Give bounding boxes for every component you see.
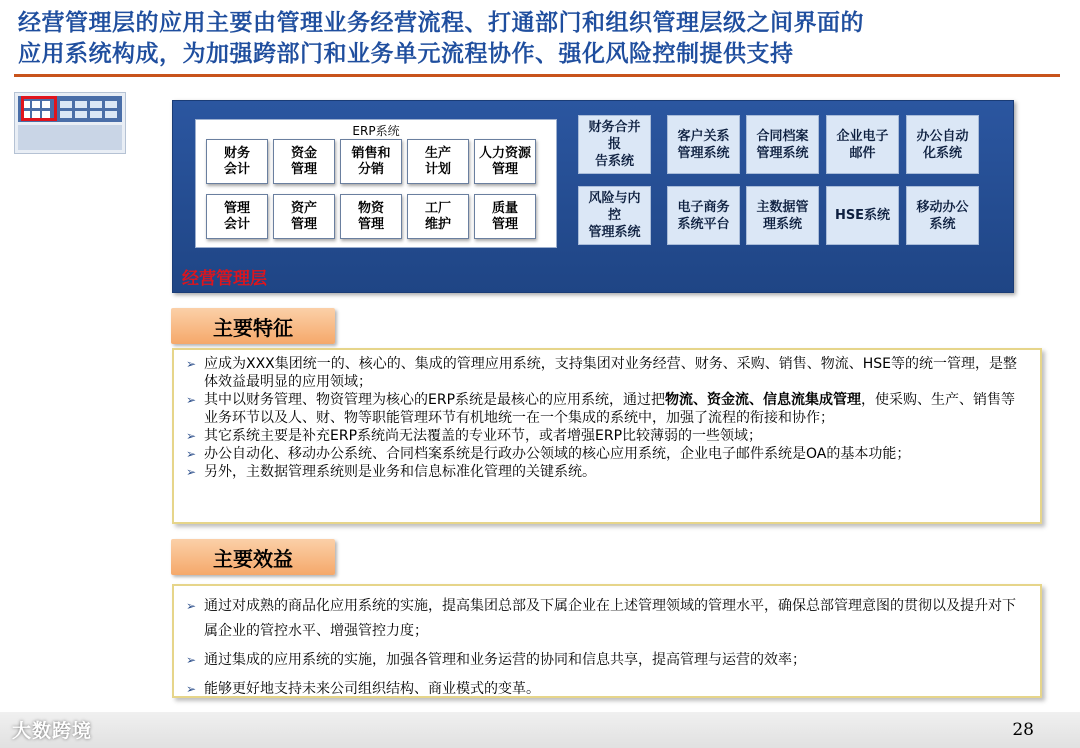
erp-module-label: 人力资源 管理 [478, 145, 531, 177]
erp-module [206, 194, 268, 239]
system-tile [578, 186, 651, 245]
bullet-arrow-icon: ➢ [186, 447, 197, 461]
layer-label: 经营管理层 [182, 269, 267, 289]
bullet-arrow-icon: ➢ [186, 393, 197, 407]
thumbnail-panel [18, 125, 122, 150]
system-tile [667, 186, 740, 245]
watermark-text: 大数跨境 [12, 720, 93, 742]
system-tile-label: 财务合并报 告系统 [588, 120, 641, 169]
system-tile-label: 电子商务 系统平台 [677, 199, 730, 232]
erp-module [340, 194, 402, 239]
bullet-arrow-icon: ➢ [186, 357, 197, 371]
erp-module-label: 质量 管理 [491, 200, 518, 232]
slide-title-line-2: 应用系统构成，为加强跨部门和业务单元流程协作、强化风险控制提供支持 [18, 41, 794, 67]
page-number: 28 [1012, 720, 1034, 740]
erp-module-label: 工厂 维护 [424, 200, 451, 232]
slide-footer [0, 712, 1080, 748]
erp-module [474, 194, 536, 239]
erp-module-label: 生产 计划 [424, 145, 451, 177]
system-tile-label: 风险与内控 管理系统 [588, 191, 641, 240]
list-item [178, 445, 1028, 463]
bullet-arrow-icon: ➢ [186, 599, 197, 613]
system-tile [906, 115, 979, 174]
list-item [178, 594, 1028, 644]
system-tile-label: 客户关系 管理系统 [677, 128, 730, 161]
system-tile [667, 115, 740, 174]
system-tile [826, 186, 899, 245]
watermark-logo [12, 716, 92, 743]
erp-module-label: 资金 管理 [290, 145, 317, 177]
erp-module [340, 139, 402, 184]
features-heading: 主要特征 [171, 308, 335, 344]
erp-module [273, 194, 335, 239]
list-item [178, 677, 1028, 702]
bullet-text: 能够更好地支持未来公司组织结构、商业模式的变革。 [204, 681, 540, 697]
bullet-text: 通过集成的应用系统的实施，加强各管理和业务运营的协同和信息共享，提高管理与运营的效率； [204, 652, 806, 668]
system-tile [906, 186, 979, 245]
erp-system-box [195, 119, 557, 248]
thumbnail-cell [75, 101, 87, 108]
system-tile-label: 合同档案 管理系统 [756, 128, 809, 161]
management-layer-panel [172, 100, 1014, 293]
system-tile-label: 企业电子 邮件 [836, 128, 889, 161]
bullet-arrow-icon: ➢ [186, 682, 197, 696]
bullet-text: 应成为XXX集团统一的、核心的、集成的管理应用系统，支持集团对业务经营、财务、采购、销售、物流、HSE等的统一管理，是整体效益最明显的应用领域； [204, 356, 1018, 390]
system-tile-label: 办公自动 化系统 [916, 128, 969, 161]
slide-title-line-1: 经营管理层的应用主要由管理业务经营流程、打通部门和组织管理层级之间界面的 [18, 10, 864, 36]
erp-title: ERP系统 [352, 124, 400, 138]
bullet-arrow-icon: ➢ [186, 653, 197, 667]
erp-module-label: 财务 会计 [223, 145, 250, 177]
erp-module [407, 194, 469, 239]
system-tile [746, 115, 819, 174]
bullet-text: ，使采购、生产、销售等业务环节以及人、财、物等职能管理环节有机地统一在一个集成的系统中，加强了流程的衔接和协作； [204, 392, 1016, 426]
system-tile-label: 移动办公 系统 [916, 199, 969, 232]
system-tile [746, 186, 819, 245]
bullet-text: 通过对成熟的商品化应用系统的实施，提高集团总部及下属企业在上述管理领域的管理水平，确保总部管理意图的贯彻以及提升对下属企业的管控水平、增强管控力度； [204, 598, 1016, 639]
bullet-text: 办公自动化、移动办公系统、合同档案系统是行政办公领域的核心应用系统，企业电子邮件系统是OA的基本功能； [204, 446, 911, 462]
bullet-text-emphasis: 物流、资金流、信息流集成管理 [665, 392, 862, 408]
list-item [178, 648, 1028, 673]
system-tile-label: 主数据管 理系统 [756, 199, 809, 232]
bullet-text: 其它系统主要是补充ERP系统尚无法覆盖的专业环节，或者增强ERP比较薄弱的一些领域； [204, 428, 763, 444]
list-item [178, 427, 1028, 445]
erp-module [474, 139, 536, 184]
erp-module [407, 139, 469, 184]
title-divider [14, 74, 1060, 77]
erp-module [273, 139, 335, 184]
thumbnail-cell [90, 101, 102, 108]
features-box [172, 348, 1042, 524]
thumbnail-highlight [21, 96, 57, 121]
thumbnail-cell [75, 111, 87, 118]
thumbnail-cell [90, 111, 102, 118]
thumbnail-cell [105, 111, 117, 118]
erp-module [206, 139, 268, 184]
bullet-text: 其中以财务管理、物资管理为核心的ERP系统是最核心的应用系统，通过把 [204, 392, 666, 408]
list-item [178, 355, 1028, 391]
bullet-arrow-icon: ➢ [186, 429, 197, 443]
erp-module-label: 管理 会计 [223, 200, 250, 232]
list-item [178, 463, 1028, 481]
system-tile-label: HSE系统 [834, 208, 891, 223]
erp-module-label: 物资 管理 [357, 200, 384, 232]
erp-module-label: 销售和 分销 [351, 145, 391, 177]
slide-title [18, 8, 1058, 70]
thumbnail-cell [105, 101, 117, 108]
erp-module-label: 资产 管理 [290, 200, 317, 232]
system-tile [826, 115, 899, 174]
system-tile [578, 115, 651, 174]
list-item [178, 391, 1028, 427]
thumbnail-cell [60, 101, 72, 108]
bullet-arrow-icon: ➢ [186, 465, 197, 479]
bullet-text: 另外，主数据管理系统则是业务和信息标准化管理的关键系统。 [204, 464, 596, 480]
thumbnail-cell [60, 111, 72, 118]
benefits-heading: 主要效益 [171, 539, 335, 575]
benefits-box [172, 584, 1042, 698]
